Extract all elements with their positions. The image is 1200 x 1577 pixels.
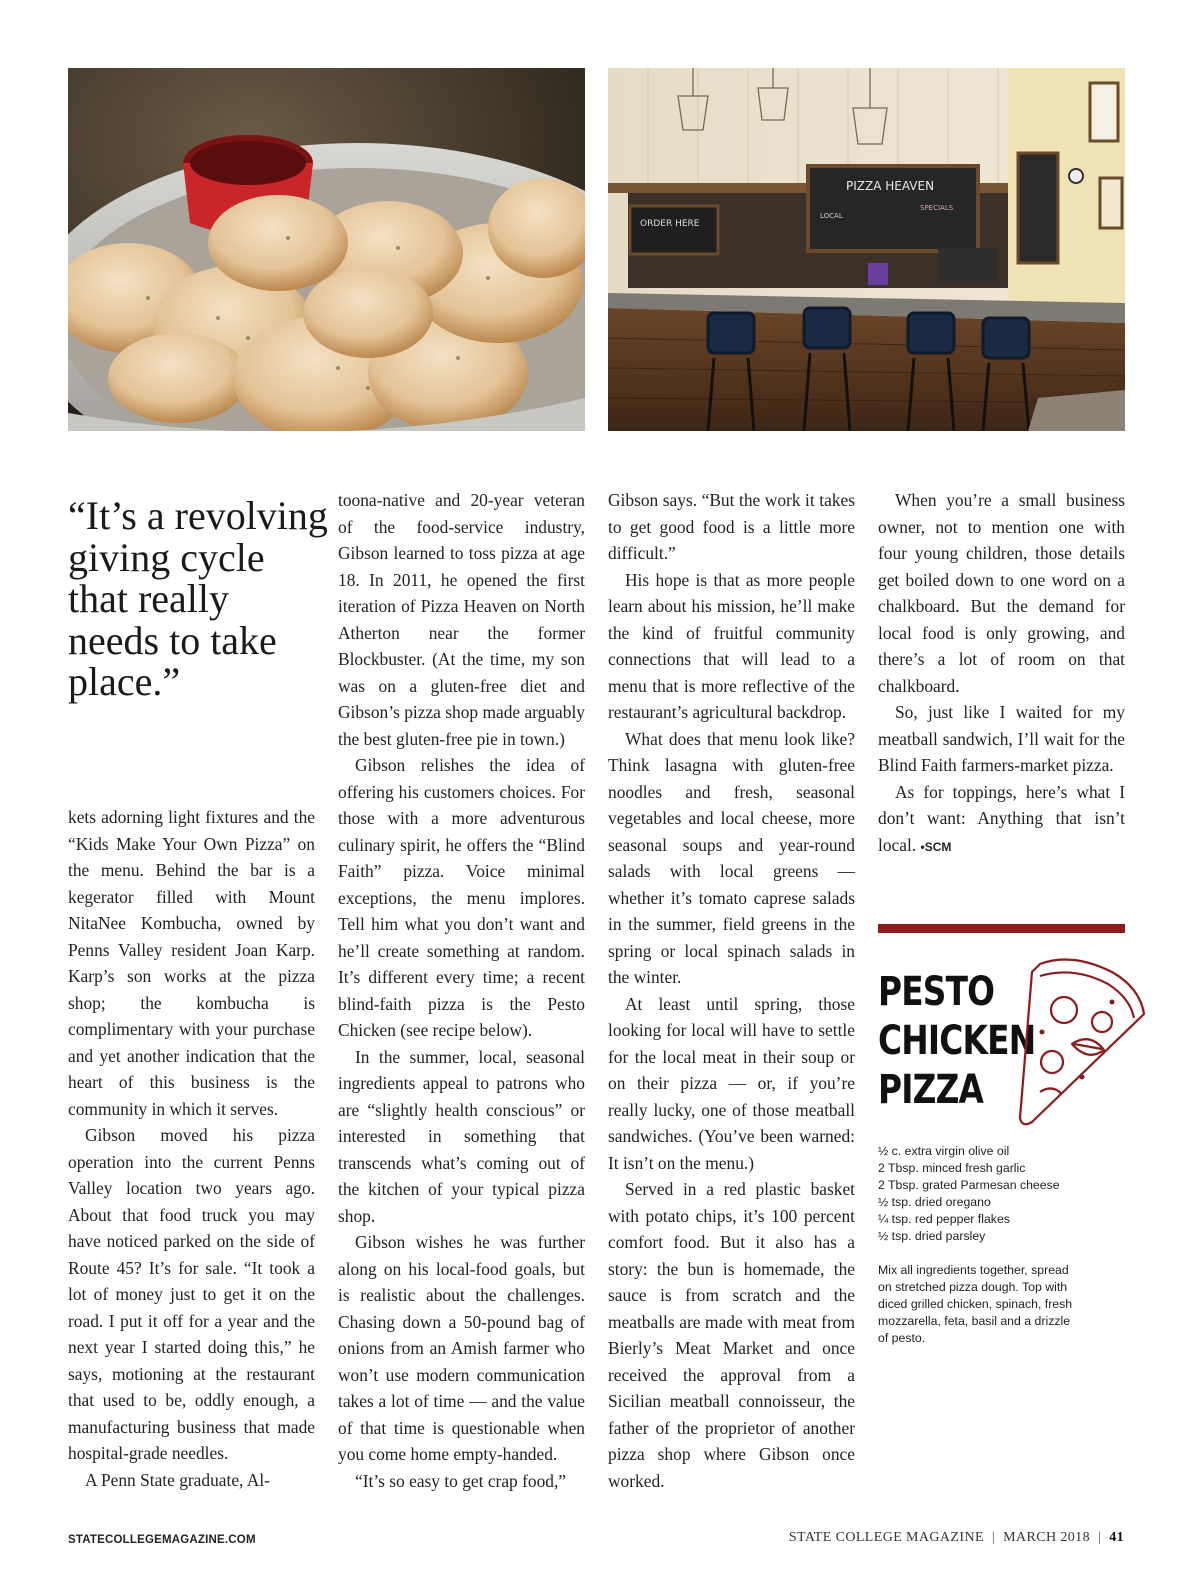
chalkboard-specials: SPECIALS — [920, 204, 954, 212]
paragraph: So, just like I waited for my meatball sandwich, I’ll wait for the Blind Faith farmers-market pizza. — [878, 702, 1125, 775]
recipe-ingredients — [878, 1143, 1125, 1245]
article-column-1 — [68, 804, 315, 1493]
chalkboard-local: LOCAL — [820, 212, 843, 220]
footer-magazine: STATE COLLEGE MAGAZINE — [788, 1530, 984, 1545]
footer-issue: MARCH 2018 — [1003, 1530, 1090, 1545]
article-column-4 — [878, 487, 1125, 860]
recipe-divider — [878, 924, 1125, 933]
paragraph: toona-native and 20-year veteran of the food-service industry, Gibson learned to toss pizza at age 18. In 2011, he opened the first iteration of Pizza Heaven on North Atherton near the former Blockbuster. (At the time, my son was on a gluten-free diet and Gibson’s pizza shop made arguably the best gluten-free pie in town.) — [338, 490, 585, 749]
footer-website: STATECOLLEGEMAGAZINE.COM — [68, 1534, 256, 1546]
paragraph: Gibson says. “But the work it takes to get good food is a little more difficult.” — [608, 490, 855, 563]
end-mark: •SCM — [920, 839, 952, 854]
recipe-title — [878, 968, 1036, 1115]
paragraph: In the summer, local, seasonal ingredients appeal to patrons who are “slightly health conscious” or interested in something that transcends what’s coming out of the kitchen of your typical pizza shop. — [338, 1046, 585, 1226]
paragraph: At least until spring, those looking for local will have to settle for the local meat in their soup or on their pizza — or, if you’re really lucky, one of those meatball sandwiches. (You’ve been warned: It isn’t on the menu.) — [608, 993, 855, 1173]
paragraph: As for toppings, here’s what I don’t want: Anything that isn’t local. — [878, 781, 1125, 855]
paragraph: Gibson relishes the idea of offering his customers choices. For those with a more adventurous culinary spirit, he offers the “Blind Faith” pizza. Voice minimal exceptions, the menu implores. Tell him what you don’t want and he’ll create something at random. It’s different every time; a recent blind-faith pizza is the Pesto Chicken (see recipe below). — [338, 755, 585, 1040]
ingredient-item: ½ tsp. dried oregano — [878, 1195, 991, 1209]
paragraph: kets adorning light fixtures and the “Kids Make Your Own Pizza” on the menu. Behind the bar is a kegerator filled with Mount NitaNee Kombucha, owned by Penns Valley resident Joan Karp. Karp’s son works at the pizza shop; the kombucha is complimentary with your purchase and yet another indication that the heart of this business is the community in which it serves. — [68, 807, 315, 1119]
paragraph: Served in a red plastic basket with potato chips, it’s 100 percent comfort food. But it also has a story: the bun is homemade, the sauce is from scratch and the meatballs are made with meat from Bierly’s Meat Market and once received the approval from a Sicilian meatball connoisseur, the father of the proprietor of another pizza shop where Gibson once worked. — [608, 1179, 855, 1491]
paragraph: “It’s so easy to get crap food,” — [355, 1470, 567, 1491]
article-column-2 — [338, 487, 585, 1494]
chalkboard-title: PIZZA HEAVEN — [846, 179, 935, 193]
article-column-3 — [608, 487, 855, 1494]
restaurant-interior-photo — [608, 68, 1125, 431]
paragraph: Gibson moved his pizza operation into the current Penns Valley location two years ago. About that food truck you may have noticed parked on the side of Route 45? It’s for sale. “It took a lot of money just to get it on the road. I put it off for a year and the next year I started doing this,” he says, motioning at the restaurant that used to be, oddly enough, a manufacturing business that made hospital-grade needles. — [68, 1125, 315, 1463]
garlic-knots-photo — [68, 68, 585, 431]
footer-folio: STATE COLLEGE MAGAZINE | MARCH 2018 | 41 — [788, 1530, 1124, 1545]
recipe-instructions: Mix all ingredients together, spread on stretched pizza dough. Top with diced grilled chicken, spinach, fresh mozzarella, feta, basil and a drizzle of pesto. — [878, 1263, 1073, 1345]
paragraph: What does that menu look like? Think lasagna with gluten-free noodles and fresh, seasonal vegetables and local cheese, more seasonal soups and year-round salads with local greens — whether it’s tomato caprese salads in the summer, field greens in the spring or local spinach salads in the winter. — [608, 728, 855, 987]
ingredient-item: ½ tsp. dried parsley — [878, 1229, 986, 1243]
pull-quote: “It’s a revolving giving cycle that really needs to take place.” — [68, 493, 328, 704]
recipe-title-line: PESTO — [878, 969, 995, 1015]
paragraph: When you’re a small business owner, not to mention one with four young children, those details get boiled down to one word on a chalkboard. But the demand for local food is only growing, and there’s a lot of room on that chalkboard. — [878, 490, 1125, 696]
paragraph: Gibson wishes he was further along on his local-food goals, but is realistic about the challenges. Chasing down a 50-pound bag of onions from an Amish farmer who won’t use modern communication takes a lot of time — and the value of that time is questionable when you come home empty-handed. — [338, 1232, 585, 1464]
page-number: 41 — [1109, 1530, 1124, 1545]
pizza-slice-icon — [1012, 952, 1150, 1132]
order-sign-text: ORDER HERE — [640, 219, 700, 229]
paragraph: His hope is that as more people learn about his mission, he’ll make the kind of fruitful community connections that will lead to a menu that is more reflective of the restaurant’s agricultural backdrop. — [608, 569, 855, 722]
ingredient-item: ½ c. extra virgin olive oil — [878, 1144, 1010, 1158]
recipe-title-line: CHICKEN — [878, 1018, 1036, 1064]
ingredient-item: ¼ tsp. red pepper flakes — [878, 1212, 1010, 1226]
paragraph: A Penn State graduate, Al- — [85, 1469, 270, 1490]
ingredient-item: 2 Tbsp. grated Parmesan cheese — [878, 1178, 1060, 1192]
recipe-title-line: PIZZA — [878, 1067, 984, 1113]
ingredient-item: 2 Tbsp. minced fresh garlic — [878, 1161, 1026, 1175]
